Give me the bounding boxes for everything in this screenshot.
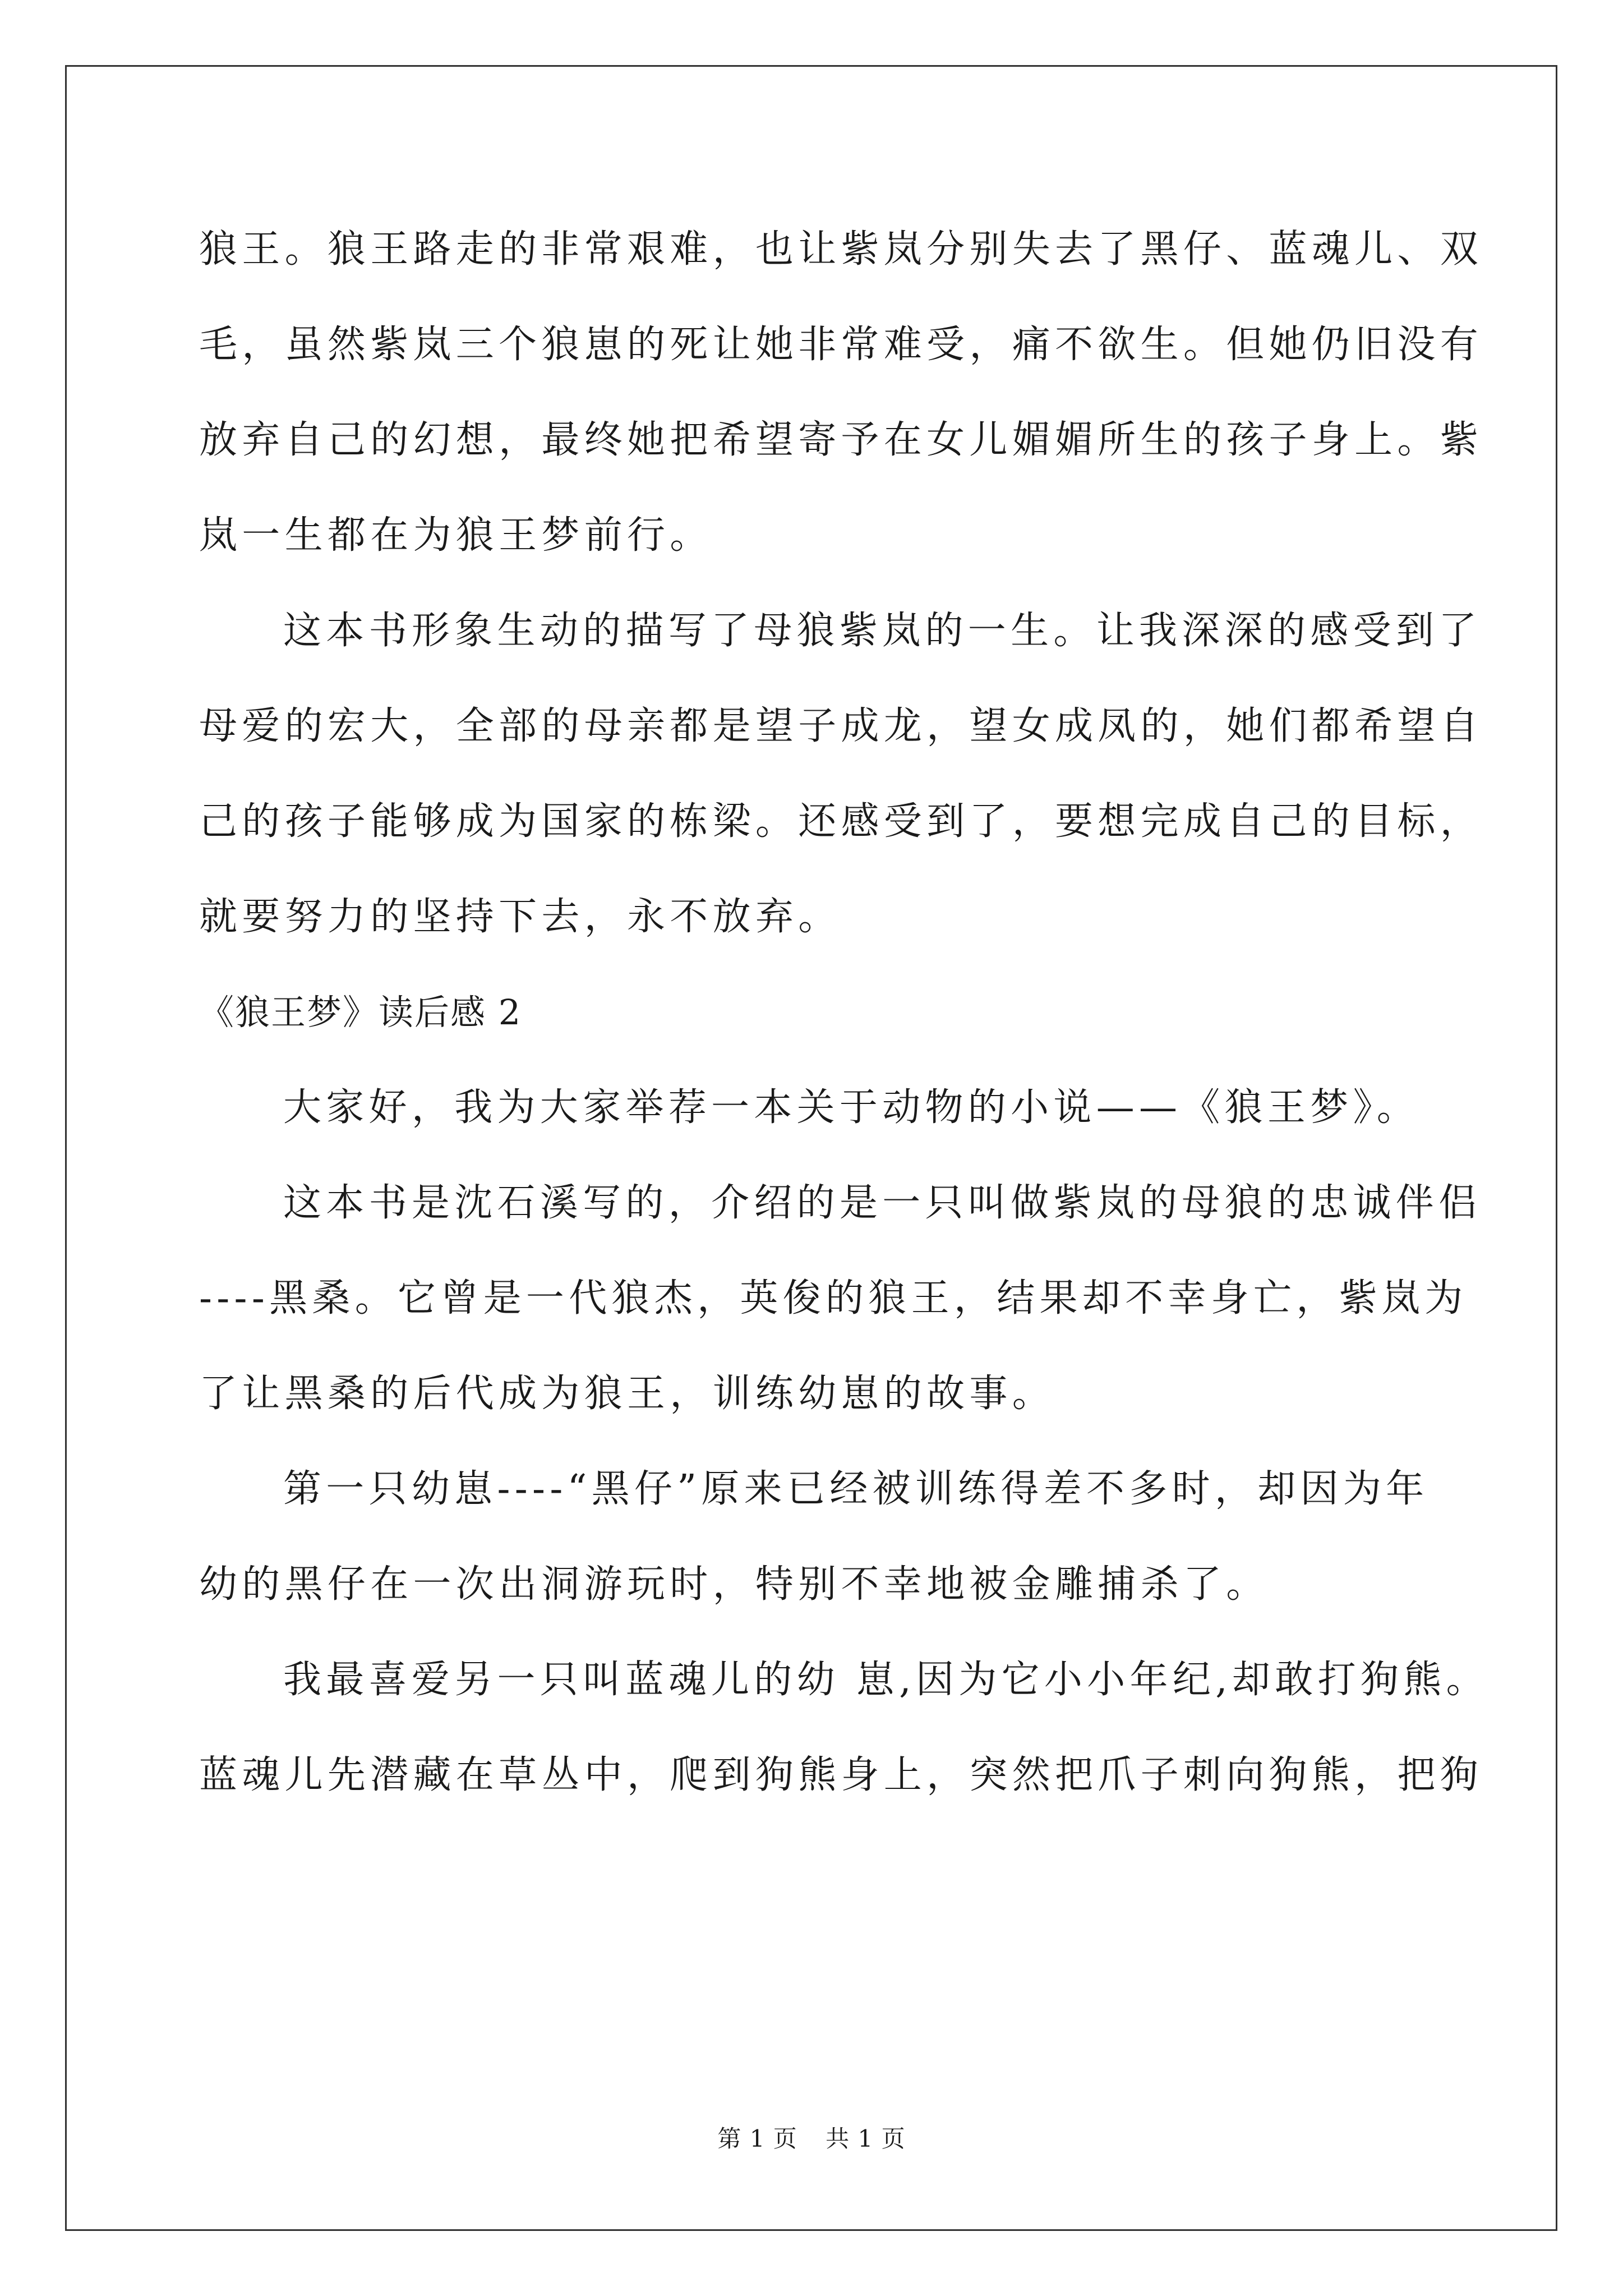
paragraph <box>199 202 1483 583</box>
text-line: 这本书形象生动的描写了母狼紫岚的一生。让我深深的感受到了 <box>283 609 1482 653</box>
text-line: 毛，虽然紫岚三个狼崽的死让她非常难受，痛不欲生。但她仍旧没有 <box>199 323 1483 367</box>
section-heading: 《狼王梦》读后感 2 <box>199 992 522 1033</box>
paragraph <box>199 1156 1482 1442</box>
text-line: 放弃自己的幻想，最终她把希望寄予在女儿媚媚所生的孩子身上。紫 <box>199 418 1483 462</box>
page-number: 第 1 页 <box>717 2125 797 2152</box>
text-line: 狼王。狼王路走的非常艰难，也让紫岚分别失去了黑仔、蓝魂儿、双 <box>199 227 1483 272</box>
text-line: 母爱的宏大，全部的母亲都是望子成龙，望女成凤的，她们都希望自 <box>199 704 1483 748</box>
page-footer <box>0 2120 1623 2154</box>
text-line: 己的孩子能够成为国家的栋梁。还感受到了，要想完成自己的目标， <box>199 799 1483 844</box>
paragraph <box>199 583 1483 965</box>
page-total: 共 1 页 <box>826 2125 906 2152</box>
paragraph <box>199 1060 1441 1156</box>
text-line: 大家好，我为大家举荐一本关于动物的小说——《狼王梦》。 <box>283 1085 1420 1130</box>
text-line: ----黑桑。它曾是一代狼杰，英俊的狼王，结果却不幸身亡，紫岚为 <box>199 1276 1468 1320</box>
text-line: 这本书是沈石溪写的，介绍的是一只叫做紫岚的母狼的忠诚伴侣 <box>283 1181 1482 1225</box>
text-line: 第一只幼崽----“黑仔”原来已经被训练得差不多时，却因为年 <box>283 1467 1429 1511</box>
text-line: 蓝魂儿先潜藏在草丛中，爬到狗熊身上，突然把爪子刺向狗熊，把狗 <box>199 1753 1483 1797</box>
text-line: 了让黑桑的后代成为狼王，训练幼崽的故事。 <box>199 1372 1055 1416</box>
text-line: 就要努力的坚持下去，永不放弃。 <box>199 895 841 939</box>
text-line: 幼的黑仔在一次出洞游玩时，特别不幸地被金雕捕杀了。 <box>199 1562 1269 1607</box>
document-body <box>199 202 1489 1823</box>
text-line: 我最喜爱另一只叫蓝魂儿的幼 崽,因为它小小年纪,却敢打狗熊。 <box>283 1658 1489 1702</box>
paragraph <box>199 1442 1441 1632</box>
paragraph <box>199 1632 1489 1823</box>
text-line: 岚一生都在为狼王梦前行。 <box>199 513 713 558</box>
